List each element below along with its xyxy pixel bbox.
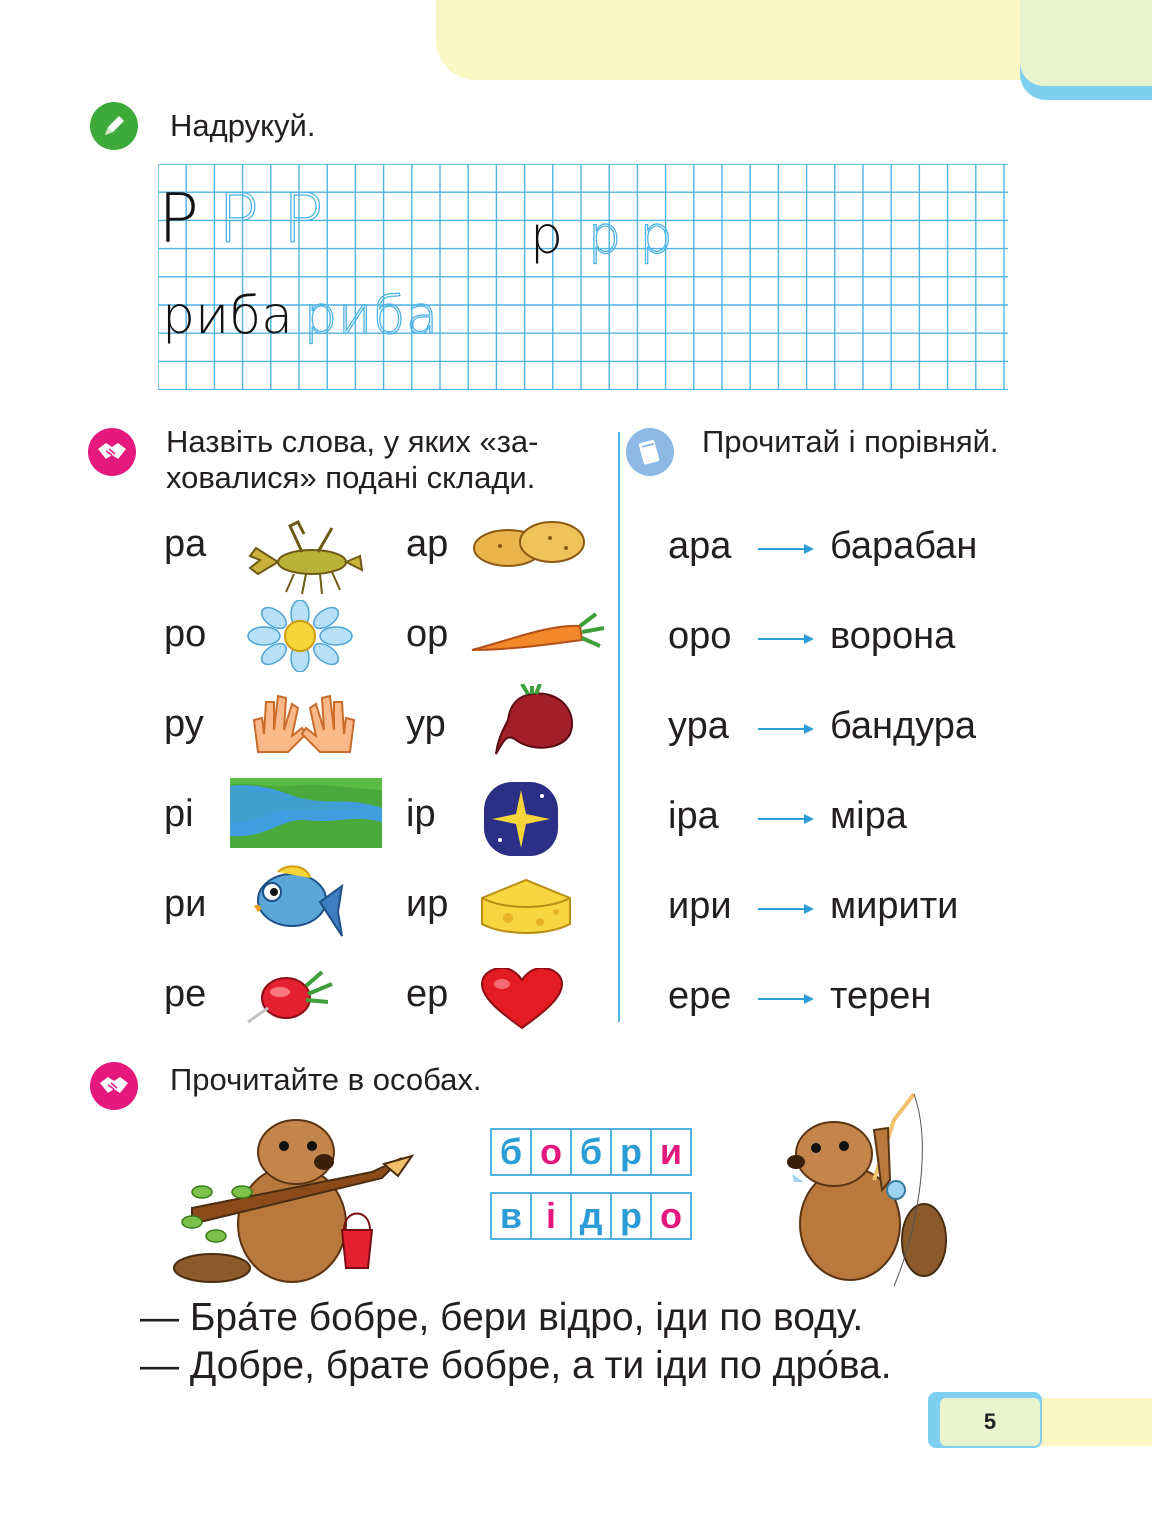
column-divider: [618, 432, 620, 1022]
task3-instruction: Прочитай і порівняй.: [702, 424, 999, 459]
pair-syllable: ура: [668, 705, 729, 747]
lower-letter-sample: р: [530, 206, 564, 266]
letter-cell: о: [532, 1130, 572, 1174]
crayfish-icon: [242, 512, 366, 598]
beaver-with-branch-illustration: [172, 1112, 418, 1288]
arrow-icon: [758, 723, 814, 735]
handshake-icon: [88, 428, 136, 476]
letter-cell: и: [659, 1131, 683, 1172]
lower-letter-trace: р р: [588, 206, 674, 266]
dialog-line-1: — Бра́те бобре, бери відро, іди по воду.: [140, 1296, 864, 1339]
arrow-icon: [758, 903, 814, 915]
pair-word: міра: [830, 795, 907, 837]
arrow-icon: [758, 993, 814, 1005]
footer-band: [1040, 1398, 1152, 1446]
heart-icon: [480, 968, 564, 1030]
pair-word: мирити: [830, 885, 959, 927]
pair-syllable: ере: [668, 975, 732, 1017]
beaver-with-fishing-rod-illustration: [764, 1090, 960, 1288]
page-number: 5: [940, 1398, 1040, 1446]
syllable-left: ри: [164, 883, 207, 925]
handshake-icon: [90, 1062, 138, 1110]
river-icon: [230, 778, 382, 848]
pair-word: ворона: [830, 615, 956, 657]
cheese-icon: [478, 874, 574, 944]
task1-instruction: Надрукуй.: [170, 108, 316, 143]
syllable-left: ро: [164, 613, 207, 655]
word-sample: риба: [162, 286, 293, 346]
hands-icon: [248, 690, 360, 756]
letter-cell: б: [572, 1130, 612, 1174]
pair-word: барабан: [830, 525, 978, 567]
arrow-icon: [758, 633, 814, 645]
star-icon: [480, 776, 562, 860]
pair-syllable: ара: [668, 525, 732, 567]
word-trace: риба: [304, 286, 439, 346]
letter-box-vidro: [490, 1192, 692, 1240]
arrow-icon: [758, 813, 814, 825]
syllable-left: рі: [164, 793, 194, 835]
pair-syllable: іра: [668, 795, 719, 837]
letter-cell: р: [612, 1194, 652, 1238]
beet-icon: [492, 684, 578, 756]
letter-cell: і: [532, 1194, 572, 1238]
carrot-icon: [470, 610, 606, 656]
book-icon: [626, 428, 674, 476]
syllable-left: ра: [164, 523, 207, 565]
syllable-right: ір: [406, 793, 436, 835]
upper-letter-sample: Р: [158, 180, 200, 259]
syllable-right: ер: [406, 973, 449, 1015]
pair-word: бандура: [830, 705, 977, 747]
fish-icon: [248, 862, 344, 940]
syllable-right: ир: [406, 883, 449, 925]
letter-box-bobry: [490, 1128, 692, 1176]
letter-cell: д: [572, 1194, 612, 1238]
task2-instruction-line2: ховалися» подані склади.: [166, 460, 536, 495]
pencil-icon: [90, 102, 138, 150]
syllable-right: ор: [406, 613, 449, 655]
chamomile-icon: [244, 600, 356, 672]
header-tab-inner: [1020, 0, 1152, 86]
pair-syllable: оро: [668, 615, 732, 657]
upper-letter-trace: Р Р: [218, 180, 325, 259]
pair-syllable: ири: [668, 885, 732, 927]
letter-cell: о: [660, 1195, 682, 1236]
task2-instruction-line1: Назвіть слова, у яких «за-: [166, 424, 539, 459]
dialog-line-2: — Добре, брате бобре, а ти іди по дро́ва.: [140, 1344, 892, 1387]
letter-cell: б: [492, 1130, 532, 1174]
syllable-left: ру: [164, 703, 204, 745]
letter-cell: р: [612, 1130, 652, 1174]
syllable-right: ар: [406, 523, 449, 565]
syllable-left: ре: [164, 973, 207, 1015]
radish-icon: [242, 968, 336, 1024]
pair-word: терен: [830, 975, 932, 1017]
task4-instruction: Прочитайте в особах.: [170, 1062, 482, 1097]
potato-icon: [470, 516, 588, 572]
arrow-icon: [758, 543, 814, 555]
syllable-right: ур: [406, 703, 446, 745]
letter-cell: в: [492, 1194, 532, 1238]
